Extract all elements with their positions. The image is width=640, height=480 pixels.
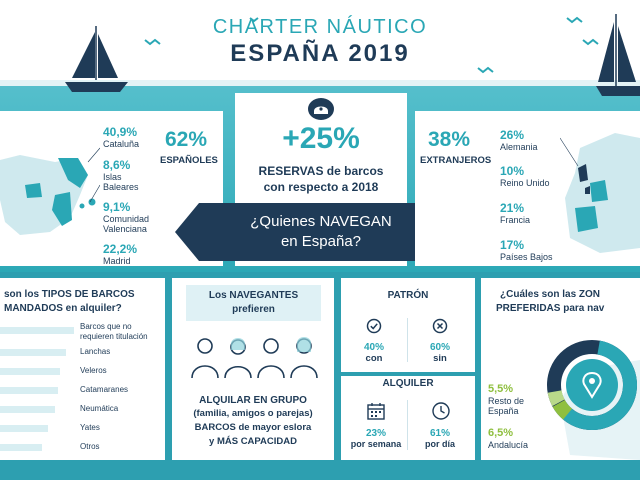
boat-type-label: Lanchas (80, 347, 111, 356)
calendar-icon (366, 401, 386, 421)
country-pct: 21% (500, 201, 525, 215)
country-name: Países Bajos (500, 252, 553, 262)
region-name: Madrid (103, 256, 131, 266)
navegantes-title-line2: prefieren (232, 304, 275, 315)
alquiler-week-label: por semana (350, 439, 402, 449)
patron-with-label: con (365, 353, 383, 364)
list-item (0, 403, 165, 422)
region-name: Cataluña (103, 139, 140, 149)
country-pct: 26% (500, 128, 525, 142)
zones-title-line2: PREFERIDAS para nav (496, 303, 605, 314)
zone-pct: 5,5% (488, 383, 514, 395)
sailboat-icon (65, 26, 128, 92)
page-title-line2: ESPAÑA 2019 (230, 40, 410, 67)
growth-value: +25% (282, 122, 360, 155)
spain-map-icon (0, 140, 100, 250)
value-bar (0, 387, 58, 394)
captain-hat-icon (308, 98, 334, 120)
boat-type-label: Yates (80, 423, 100, 432)
alquiler-divider (407, 400, 408, 450)
boat-types-title-line1: son los TIPOS DE BARCOS (4, 289, 135, 300)
region-pct: 8,6% (103, 158, 131, 172)
foreign-share-label: EXTRANJEROS (420, 155, 492, 166)
foreign-share: 38% (428, 128, 471, 151)
patron-with-pct: 40% (363, 342, 384, 353)
alquiler-day-label: por día (424, 439, 455, 449)
value-bar (0, 368, 60, 375)
list-item (0, 384, 165, 403)
country-pct: 17% (500, 238, 525, 252)
growth-text-line1: RESERVAS de barcos (258, 164, 384, 178)
spain-share-label: ESPAÑOLES (160, 155, 218, 166)
banner-line2: en España? (280, 233, 362, 250)
navegantes-title-line1: Los NAVEGANTES (208, 290, 299, 301)
clock-icon (431, 401, 451, 421)
country-list (500, 128, 560, 262)
country-pct: 10% (500, 164, 525, 178)
boat-types-list (0, 322, 165, 460)
captain-hat-badge (308, 98, 334, 120)
spain-share: 62% (165, 128, 208, 151)
header-decorations (0, 0, 640, 100)
patron-without-label: sin (433, 353, 447, 364)
spain-region-list (103, 125, 158, 266)
europe-map-icon (560, 128, 640, 258)
check-icon (366, 318, 382, 334)
patron-title: PATRÓN (387, 290, 429, 301)
boat-types-title-line2: MANDADOS en alquiler? (4, 303, 122, 314)
growth-text-line2: con respecto a 2018 (263, 180, 379, 194)
zones-title-line1: ¿Cuáles son las ZON (500, 289, 601, 300)
zones-donut-chart (540, 330, 640, 460)
list-item (0, 346, 165, 365)
value-bar (0, 406, 55, 413)
boat-type-label: Otros (80, 442, 100, 451)
region-name: Islas Baleares (103, 172, 139, 192)
list-item (0, 322, 165, 346)
zone-name: Resto de España (488, 396, 525, 416)
boat-type-label: Barcos que no requieren titulación (80, 322, 148, 341)
boat-type-label: Catamaranes (80, 385, 129, 394)
alquiler-title: ALQUILER (382, 378, 434, 389)
boat-type-label: Veleros (80, 366, 107, 375)
zone-pct: 6,5% (488, 427, 514, 439)
value-bar (0, 425, 48, 432)
list-item (0, 422, 165, 441)
alquiler-week-pct: 23% (365, 428, 386, 439)
navegantes-line2: (familia, amigos o parejas) (193, 408, 313, 419)
country-name: Alemania (500, 142, 538, 152)
value-bar (0, 444, 42, 451)
patron-without-pct: 60% (429, 342, 450, 353)
boat-type-label: Neumática (80, 404, 119, 413)
sailboat-icon (596, 14, 640, 96)
navegantes-line3: BARCOS de mayor eslora (194, 422, 312, 433)
country-name: Reino Unido (500, 178, 550, 188)
region-name: Comunidad Valenciana (103, 214, 150, 234)
people-icon (188, 334, 320, 380)
list-item (0, 365, 165, 384)
list-item (0, 441, 165, 460)
seagull-icon (145, 18, 598, 72)
country-name: Francia (500, 215, 531, 225)
patron-divider (407, 318, 408, 362)
region-pct: 40,9% (103, 125, 138, 139)
page-title-line1: CHARTER NÁUTICO (212, 16, 428, 38)
navegantes-line4: y MÁS CAPACIDAD (209, 436, 297, 447)
banner-line1: ¿Quienes NAVEGAN (250, 213, 392, 230)
zone-name: Andalucía (488, 440, 529, 450)
region-pct: 9,1% (103, 200, 131, 214)
alquiler-day-pct: 61% (429, 428, 450, 439)
region-pct: 22,2% (103, 242, 138, 256)
value-bar (0, 349, 66, 356)
cross-icon (432, 318, 448, 334)
navegantes-line1: ALQUILAR EN GRUPO (199, 395, 307, 406)
value-bar (0, 327, 74, 334)
